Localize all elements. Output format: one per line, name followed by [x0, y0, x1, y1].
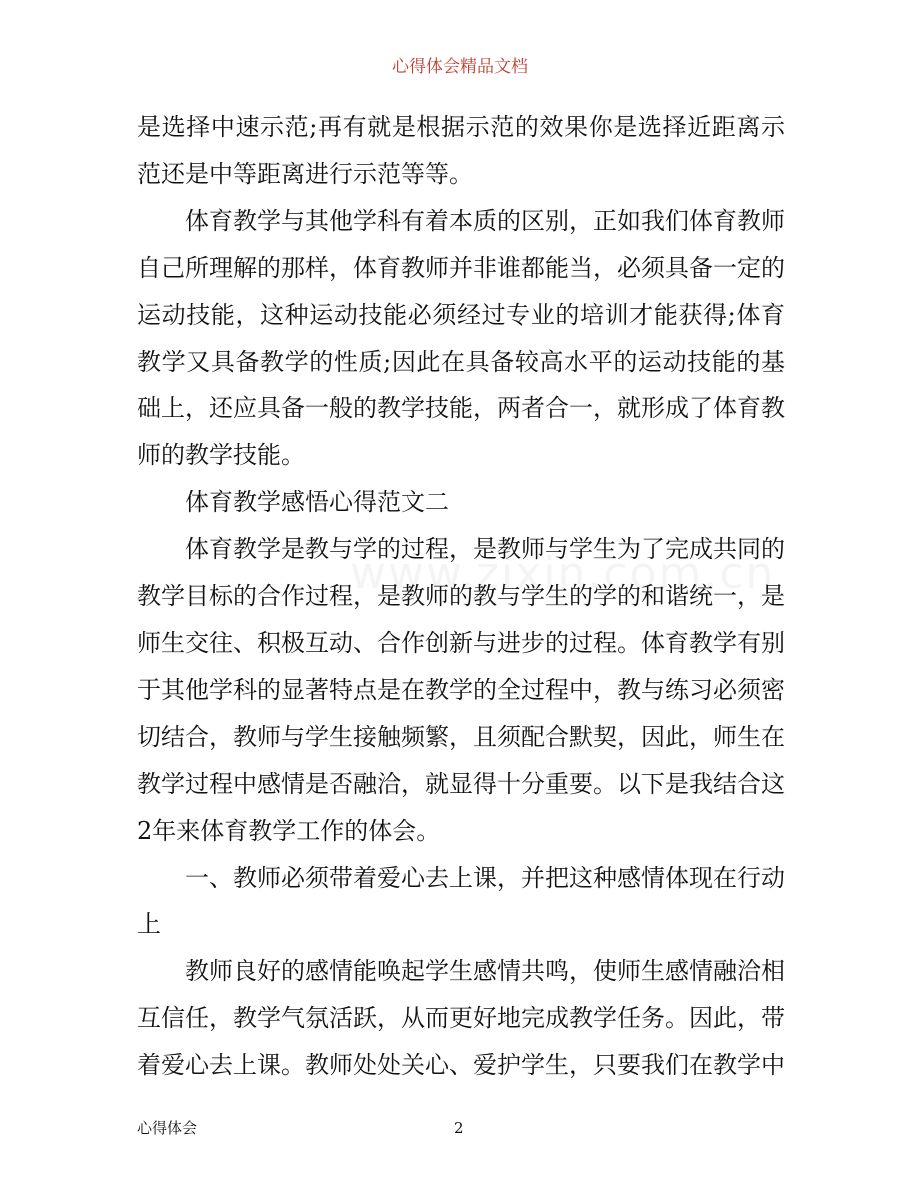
paragraph-3: 体育教学是教与学的过程，是教师与学生为了完成共同的教学目标的合作过程，是教师的教与学生的学的和谐统一，是师生交往、积极互动、合作创新与进步的过程。体育教学有别于其他学科的显著特点是在教学的全过程中，教与练习必须密切结合，教师与学生接触频繁，且须配合默契，因此，师生在教学过程中感情是否融洽，就显得十分重要。以下是我结合这2年来体育教学工作的体会。 [137, 535, 785, 845]
paragraph-1: 是选择中速示范;再有就是根据示范的效果你是选择近距离示范还是中等距离进行示范等等。 [137, 113, 785, 188]
page-header-title: 心得体会精品文档 [392, 57, 528, 77]
paragraph-4: 教师良好的感情能唤起学生感情共鸣，使师生感情融洽相互信任，教学气氛活跃，从而更好地完成教学任务。因此，带着爱心去上课。教师处处关心、爱护学生，只要我们在教学中 [137, 957, 785, 1080]
body-text [137, 104, 785, 1089]
section-heading: 体育教学感悟心得范文二 [185, 488, 449, 517]
paragraph-2: 体育教学与其他学科有着本质的区别，正如我们体育教师自己所理解的那样，体育教师并非谁都能当，必须具备一定的运动技能，这种运动技能必须经过专业的培训才能获得;体育教学又具备教学的性质;因此在具备较高水平的运动技能的基础上，还应具备一般的教学技能，两者合一，就形成了体育教师的教学技能。 [137, 206, 785, 470]
footer-label: 心得体会 [137, 1119, 198, 1137]
subheading-point-1: 一、教师必须带着爱心去上课，并把这种感情体现在行动上 [137, 863, 785, 939]
footer-page-number: 2 [454, 1119, 464, 1137]
